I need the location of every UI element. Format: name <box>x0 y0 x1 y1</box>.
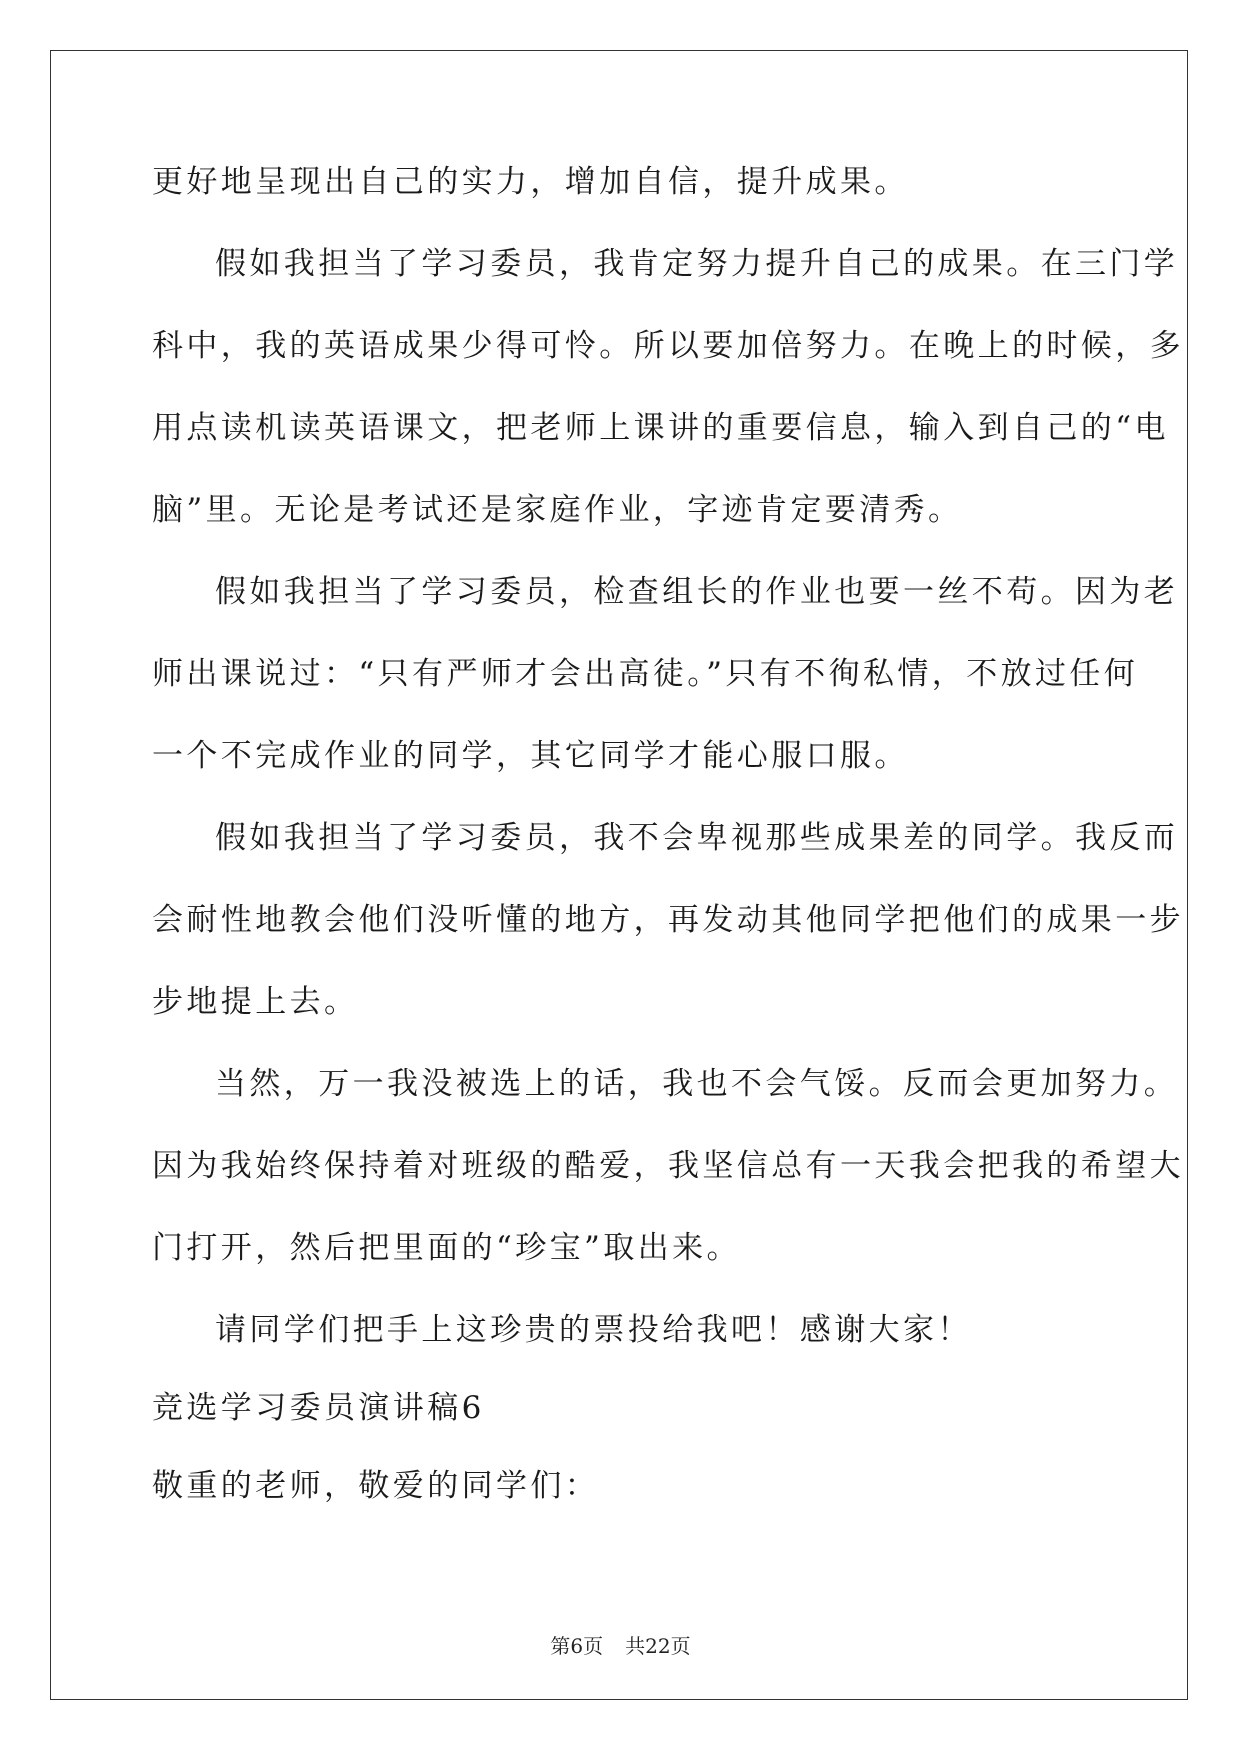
page-number: 第6页 <box>550 1634 604 1658</box>
section-title: 竞选学习委员演讲稿6 <box>152 1390 485 1426</box>
body-line: 科中，我的英语成果少得可怜。所以要加倍努力。在晚上的时候，多 <box>152 328 1184 364</box>
page-footer <box>0 1630 1241 1659</box>
body-line: 师出课说过：“只有严师才会出高徒。”只有不徇私情，不放过任何 <box>152 656 1139 692</box>
body-line: 一个不完成作业的同学，其它同学才能心服口服。 <box>152 738 909 774</box>
body-line: 因为我始终保持着对班级的酷爱，我坚信总有一天我会把我的希望大 <box>152 1148 1184 1184</box>
body-line: 步地提上去。 <box>152 984 359 1020</box>
body-line: 假如我担当了学习委员，检查组长的作业也要一丝不苟。因为老 <box>215 574 1179 610</box>
body-line: 假如我担当了学习委员，我肯定努力提升自己的成果。在三门学 <box>215 246 1179 282</box>
body-line: 门打开，然后把里面的“珍宝”取出来。 <box>152 1230 741 1266</box>
document-body <box>152 160 1184 1542</box>
salutation: 敬重的老师，敬爱的同学们： <box>152 1468 600 1504</box>
body-line: 假如我担当了学习委员，我不会卑视那些成果差的同学。我反而 <box>215 820 1179 856</box>
body-line: 当然，万一我没被选上的话，我也不会气馁。反而会更加努力。 <box>215 1066 1179 1102</box>
body-line: 请同学们把手上这珍贵的票投给我吧！感谢大家！ <box>215 1312 972 1348</box>
page-total: 共22页 <box>625 1634 691 1658</box>
body-line: 用点读机读英语课文，把老师上课讲的重要信息，输入到自己的“电 <box>152 410 1169 446</box>
body-line: 会耐性地教会他们没听懂的地方，再发动其他同学把他们的成果一步 <box>152 902 1184 938</box>
body-line: 更好地呈现出自己的实力，增加自信，提升成果。 <box>152 164 909 200</box>
body-line: 脑”里。无论是考试还是家庭作业，字迹肯定要清秀。 <box>152 492 963 528</box>
